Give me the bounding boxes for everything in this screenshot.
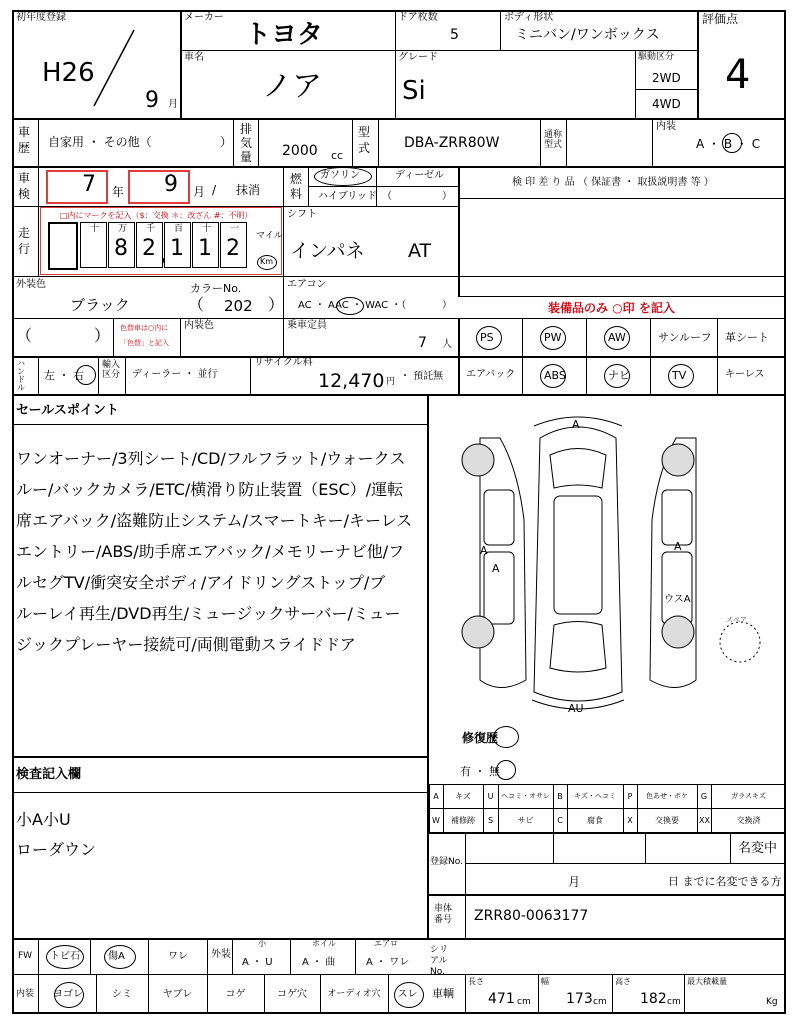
sales-line: ルセグTV/衝突安全ボディ/アイドリングストップ/ブ [16, 573, 386, 592]
reg-month-unit: 月 [568, 875, 581, 889]
transmission-value: AT [408, 240, 432, 262]
interior-grade-circle [722, 133, 742, 153]
car-left-side [480, 438, 526, 688]
equipment-circle [540, 364, 566, 388]
fw-label: FW [18, 951, 33, 961]
divider [98, 356, 99, 394]
chassis-label: 車体番号 [434, 904, 453, 925]
divider [12, 424, 427, 425]
exterior-color-label: 外装色 [16, 279, 46, 290]
interior-item: スレ [397, 989, 418, 1000]
divider [113, 318, 114, 356]
divider [429, 809, 430, 833]
legend-cell: 補修跡 [451, 816, 475, 825]
wheel-options: A ・ 曲 [302, 957, 336, 968]
equipment-item: PW [544, 331, 562, 344]
legend-cell: 交換要 [655, 816, 679, 825]
damage-mark: A [480, 544, 488, 557]
inspection-month: 9 [164, 172, 178, 197]
legend-cell: C [557, 816, 563, 825]
divider [711, 809, 712, 833]
shift-label: シフト [287, 209, 317, 220]
divider [538, 974, 539, 1014]
color-no-open: （ [188, 295, 205, 314]
color-no-value: 202 [224, 297, 253, 315]
fuel-gasoline: ガソリン [320, 170, 360, 181]
legend-cell: A [433, 792, 439, 801]
aero-label: エアロ [374, 939, 398, 948]
rear-window [550, 622, 606, 673]
divider [711, 785, 712, 809]
recycle-unit: 円 [386, 377, 396, 387]
exterior-small-label: 外装 [211, 949, 231, 960]
tire-rear-right [662, 616, 694, 648]
interior-bottom-label: 内装 [16, 989, 35, 999]
fw-item: ワレ [168, 951, 188, 962]
equipment-circle [476, 326, 502, 350]
divider [250, 356, 251, 394]
color-change-note-2: 「色替」と記入 [120, 339, 169, 347]
history-close: ） [220, 135, 233, 149]
damage-mark: A [572, 418, 580, 431]
ac-options: AC ・ AAC ・ WAC ・（ [298, 300, 407, 311]
divider [612, 974, 613, 1014]
odometer-box-empty [48, 222, 78, 270]
divider [12, 792, 427, 793]
divider [645, 832, 646, 863]
divider [458, 276, 786, 277]
divider [637, 809, 638, 833]
ac-circle [336, 297, 364, 315]
mileage-label: 走行 [18, 226, 31, 256]
slash-mark [90, 28, 140, 108]
legend-cell: 交換済 [736, 816, 761, 825]
interior-item-circle [54, 982, 84, 1008]
reg-day-text: 日 までに名変できる方 [668, 875, 782, 888]
divider [283, 318, 458, 319]
chassis-value: ZRR80-0063177 [474, 908, 589, 924]
width-label: 幅 [541, 977, 549, 986]
legend-cell: X [627, 816, 633, 825]
divider [427, 894, 786, 896]
size-label: 車輌 [432, 987, 454, 1000]
divider [355, 938, 356, 974]
divider [12, 118, 786, 120]
sales-line: ルー/バックカメラ/ETC/横滑り防止装置（ESC）/運転 [16, 480, 404, 499]
load-unit: Kg [766, 997, 778, 1007]
fw-item-circle [104, 945, 136, 969]
aero-options: A ・ ワレ [366, 957, 410, 968]
length-value: 471 [488, 991, 515, 1007]
recycle-value: 12,470 [318, 370, 385, 392]
divider [148, 938, 149, 974]
divider [730, 832, 731, 863]
doors-label: ドア枚数 [398, 12, 438, 23]
capacity-value: 7 [418, 335, 427, 351]
mile-label: マイル [256, 231, 283, 241]
interior-color-label: 内装色 [184, 320, 214, 331]
divider [125, 356, 126, 394]
sales-line: ジックプレーヤー接続可/両側電動スライドドア [16, 635, 356, 654]
maker-label: メーカー [184, 12, 224, 23]
legend-cell: S [487, 816, 494, 825]
history-label: 車歴 [18, 125, 31, 155]
height-label: 高さ [615, 977, 631, 986]
interior-item: コゲ [225, 989, 246, 1000]
divider [352, 118, 353, 166]
fw-item-circle [46, 945, 84, 969]
equipment-item: ナビ [608, 369, 630, 382]
drive-2wd: 2WD [652, 71, 681, 85]
odometer-unit-header: 十 [202, 224, 212, 234]
divider [697, 809, 698, 833]
divider [483, 809, 484, 833]
divider [283, 166, 284, 276]
inspection-label: 車検 [18, 171, 31, 201]
divider [498, 785, 499, 809]
divider [429, 785, 430, 809]
windshield [550, 449, 606, 489]
model-value: DBA-ZRR80W [404, 135, 500, 151]
displacement-label: 排気量 [240, 122, 253, 164]
equipment-circle [668, 364, 694, 388]
damage-mark: A [674, 540, 682, 553]
divider [378, 118, 379, 166]
damage-mark: AU [568, 702, 584, 715]
divider [553, 832, 554, 863]
divider [623, 785, 624, 809]
handle-right-circle [76, 365, 96, 385]
fuel-other-close: ） [442, 191, 452, 202]
divider [38, 938, 39, 1014]
common-model-label: 通称型式 [544, 130, 563, 150]
divider [635, 89, 697, 90]
score-label: 評価点 [702, 12, 739, 26]
divider [458, 296, 786, 297]
handle-label: ハンドル [17, 359, 25, 392]
divider [180, 318, 181, 356]
divider [38, 206, 39, 276]
divider [498, 809, 499, 833]
right-door-front [662, 490, 692, 545]
capacity-label: 乗車定員 [287, 320, 327, 331]
odometer-digit-box [80, 222, 107, 268]
height-unit: cm [667, 997, 681, 1007]
equipment-item: 革シート [725, 331, 769, 344]
sales-line: ワンオーナー/3列シート/CD/フルフラット/ウォークス [16, 449, 406, 468]
divider [623, 809, 624, 833]
color-no-close: ） [268, 295, 285, 314]
divider [465, 894, 466, 939]
legend-cell: 腐食 [587, 816, 603, 825]
divider [290, 938, 291, 974]
odometer-unit-header: 十 [90, 224, 100, 234]
equipment-item: ABS [544, 369, 566, 382]
divider [308, 186, 458, 187]
right-door-rear [662, 552, 692, 624]
divider [567, 809, 568, 833]
fuel-hybrid: ハイブリッド [318, 191, 377, 202]
divider [12, 756, 427, 758]
doors-value: 5 [450, 27, 459, 43]
divider [652, 118, 653, 166]
shift-value: インパネ [290, 240, 365, 262]
name-label: 車名 [184, 52, 204, 63]
divider [38, 356, 39, 394]
divider [427, 808, 786, 809]
width-value: 173 [566, 991, 593, 1007]
displacement-value: 2000 [282, 143, 318, 159]
tire-front-right [662, 444, 694, 476]
divider [233, 118, 234, 166]
color-no-label: カラーNo. [190, 282, 242, 295]
sales-line: 席エアバック/盗難防止システム/スマートキー/キーレス [16, 511, 413, 530]
left-door-front [484, 490, 514, 545]
odometer-unit-header: 一 [230, 224, 240, 234]
tire-front-left [462, 444, 494, 476]
divider [483, 785, 484, 809]
divider [38, 166, 39, 206]
interior-item-circle [394, 982, 424, 1008]
divider [443, 809, 444, 833]
ac-label: エアコン [287, 279, 327, 290]
damage-mark: ウスA [664, 594, 691, 605]
notes-line: 小A小U [16, 810, 71, 829]
divider [12, 394, 786, 396]
divider [697, 785, 698, 809]
wheel-label: ホイル [312, 939, 336, 948]
import-options: ディーラー ・ 並行 [132, 369, 218, 380]
odometer-comma: , [160, 242, 167, 267]
erased-label: 抹消 [236, 183, 261, 197]
handle-options: 左 ・ 右 [44, 369, 84, 382]
body-value: ミニバン/ワンボックス [515, 27, 660, 43]
legend-cell: G [700, 792, 708, 801]
tire-rear-left [462, 616, 494, 648]
interior-item: オーディオ穴 [327, 989, 381, 999]
legend-cell: サビ [517, 816, 534, 825]
odometer-unit-header: 千 [146, 224, 156, 234]
sales-title: セールスポイント [16, 403, 119, 418]
sales-line: ルーレイ再生/DVD再生/ミュージックサーバー/ミュー [16, 604, 401, 623]
odometer-digit: 1 [170, 236, 184, 261]
score-value: 4 [725, 52, 751, 98]
legend-cell: P [627, 792, 633, 801]
history-value: 自家用 ・ その他（ [48, 135, 152, 149]
fuel-label: 燃料 [290, 172, 303, 201]
equipment-circle [540, 326, 566, 350]
name-value: ノア [262, 69, 322, 104]
divider [443, 785, 444, 809]
odometer-unit-header: 百 [174, 224, 184, 234]
capacity-unit: 人 [442, 339, 452, 350]
inspection-year: 7 [82, 172, 96, 197]
divider [427, 784, 786, 785]
odometer-digit: 1 [198, 236, 212, 261]
repair-options: 有 ・ 無 [460, 765, 500, 778]
inspection-month-box [128, 170, 190, 204]
legend-cell: U [487, 792, 494, 801]
car-diagram [440, 410, 780, 720]
divider [38, 118, 39, 166]
legend-cell: W [432, 816, 440, 825]
divider [635, 50, 636, 118]
interior-grade-label: 内装 [656, 121, 676, 132]
equipment-item: TV [672, 369, 687, 382]
divider [283, 276, 284, 356]
small-label: 小 [258, 939, 266, 948]
fuel-diesel: ディーゼル [395, 170, 444, 181]
border-bottom [12, 1012, 786, 1014]
divider [232, 938, 233, 974]
divider [697, 10, 699, 118]
divider [90, 938, 91, 974]
divider [637, 785, 638, 809]
divider [567, 785, 568, 809]
border-left [12, 10, 14, 1014]
odometer-digit: 2 [142, 236, 156, 261]
odometer-unit-header: 万 [118, 224, 128, 234]
car-top-outline [534, 427, 622, 701]
divider [12, 974, 427, 975]
color-change-note-1: 色替車は○内に [120, 324, 169, 332]
divider [566, 118, 567, 166]
roof [554, 496, 602, 614]
width-unit: cm [593, 997, 607, 1007]
serial-label: シリアルNo. [430, 945, 449, 977]
divider [258, 118, 259, 166]
import-label: 輸入区分 [102, 360, 121, 380]
divider [684, 974, 685, 1014]
legend-cell: ガラスキズ [731, 792, 766, 800]
docs-text: 検 印 差 り 品 （ 保証書 ・ 取扱説明書 等 ） [512, 177, 714, 188]
mileage-note: □内にマークを記入（$：交換 ＊：改ざん #：不明） [60, 211, 253, 220]
legend-cell: 色あせ・ボケ [646, 792, 688, 800]
legend-cell: キズ [455, 792, 471, 801]
small-options: A ・ U [242, 957, 273, 968]
recycle-deposit: ・ 預託無 [400, 371, 444, 382]
divider [553, 785, 554, 809]
damage-mark: A [492, 562, 500, 575]
color-change-close: ） [94, 326, 111, 345]
repair-label: 修復歴 [462, 731, 499, 745]
interior-item: コゲ穴 [277, 989, 307, 1000]
grade-label: グレード [398, 52, 438, 63]
fuel-other: （ [382, 191, 392, 202]
load-label: 最大積載量 [687, 977, 727, 986]
interior-item: ヤブレ [162, 989, 193, 1000]
spare-label: スペア [726, 616, 747, 624]
inspection-year-box [46, 170, 108, 204]
divider [427, 832, 786, 834]
interior-item: シミ [112, 989, 132, 1000]
equipment-item: キーレス [725, 369, 765, 380]
divider [458, 356, 786, 357]
repair-label-circle [493, 726, 519, 748]
legend-cell: ヘコミ・オサレ [501, 792, 550, 800]
recycle-label: リサイクル料 [254, 357, 313, 368]
interior-grade-options: A ・ B ・ C [696, 137, 761, 151]
inspection-year-unit: 年 [112, 185, 125, 199]
fw-item: 傷A [108, 951, 125, 962]
sales-line: エントリー/ABS/助手席エアバック/メモリーナビ他/フ [16, 542, 405, 561]
equipment-circle [604, 326, 630, 350]
divider [427, 974, 786, 975]
reg-no-label: 登録No. [430, 857, 463, 867]
divider [500, 10, 501, 50]
divider [12, 166, 786, 168]
first-reg-month: 9 [145, 88, 159, 113]
body-label: ボディ形状 [504, 12, 554, 23]
inspection-separator: / [212, 183, 217, 197]
equipment-item: サンルーフ [658, 331, 712, 344]
divider [427, 394, 429, 939]
divider [12, 938, 786, 940]
model-label: 型式 [358, 125, 371, 155]
divider [207, 938, 208, 974]
divider [180, 50, 697, 51]
color-change-open: （ [16, 326, 33, 345]
first-reg-year: H26 [42, 58, 95, 88]
equipment-title: 装備品のみ ○印 を記入 [548, 301, 675, 315]
length-unit: cm [517, 997, 531, 1007]
divider [458, 198, 786, 199]
divider [465, 974, 466, 1014]
legend-cell: B [557, 792, 563, 801]
exterior-color-value: ブラック [70, 296, 130, 314]
equipment-circle [604, 364, 630, 388]
legend-cell: XX [699, 816, 710, 825]
equipment-item: PS [480, 331, 494, 344]
height-value: 182 [640, 991, 667, 1007]
divider [395, 10, 396, 118]
notes-line: ローダウン [16, 840, 97, 859]
divider [553, 809, 554, 833]
odometer-digit: 8 [114, 236, 128, 261]
length-label: 長さ [468, 977, 484, 986]
odometer-digit: 2 [226, 236, 240, 261]
displacement-unit: cc [331, 149, 344, 162]
legend-cell: キズ・ヘコミ [574, 792, 616, 800]
maker-value: トヨタ [245, 20, 324, 50]
km-label: Km [260, 257, 274, 266]
divider [180, 10, 182, 118]
repair-none-circle [496, 760, 516, 780]
drive-label: 駆動区分 [638, 52, 675, 62]
fuel-gasoline-circle [314, 167, 372, 186]
name-change: 名変中 [738, 841, 778, 856]
equipment-item: エアバック [466, 369, 516, 380]
grade-value: Si [402, 76, 426, 106]
first-reg-label: 初年度登録 [16, 12, 66, 23]
month-unit: 月 [168, 99, 178, 110]
drive-4wd: 4WD [652, 97, 681, 111]
fw-item: トビ石 [50, 951, 80, 962]
divider [540, 118, 541, 166]
equipment-item: AW [608, 331, 626, 344]
divider [465, 863, 786, 864]
divider [12, 276, 458, 277]
inspection-month-unit: 月 [193, 185, 206, 199]
notes-title: 検査記入欄 [16, 767, 82, 782]
spare-tire [720, 622, 760, 662]
interior-item: ヨゴレ [53, 989, 83, 1000]
ac-close: ） [442, 300, 452, 311]
